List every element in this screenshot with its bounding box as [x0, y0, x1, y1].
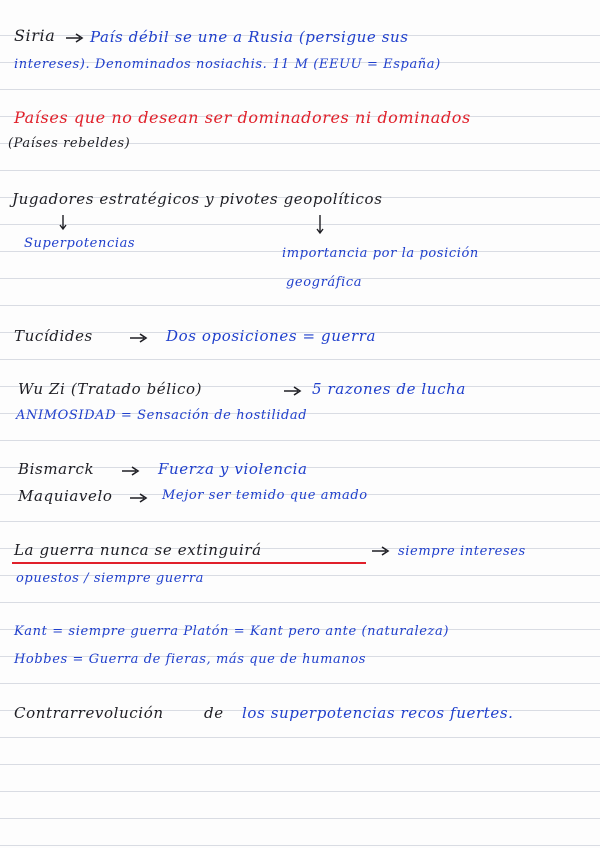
counter-revolution-connector: de — [204, 704, 224, 722]
bismarck-note: Fuerza y violencia — [158, 460, 308, 478]
red-underline — [12, 562, 366, 564]
counter-revolution-term: Contrarrevolución — [14, 704, 164, 722]
arrow-icon — [282, 383, 304, 399]
syria-term: Siria — [14, 26, 56, 45]
down-arrow-icon — [58, 214, 68, 232]
geographic-importance-note-1: importancia por la posición — [282, 246, 479, 261]
strategic-players-heading: Jugadores estratégicos y pivotes geopolíticos — [12, 190, 383, 208]
war-statement: La guerra nunca se extinguirá — [14, 541, 262, 559]
machiavelli-note: Mejor ser temido que amado — [162, 488, 368, 503]
bismarck-term: Bismarck — [18, 460, 95, 478]
syria-description-2: intereses). Denominados nosiachis. 11 M (EEUU = España) — [14, 57, 441, 72]
rebel-countries-subheading: (Países rebeldes) — [8, 136, 131, 151]
wuzi-note: 5 razones de lucha — [312, 380, 466, 398]
war-note-1: siempre intereses — [398, 544, 526, 559]
arrow-icon — [120, 463, 142, 479]
hobbes-note: Hobbes = Guerra de fieras, más que de humanos — [14, 652, 367, 667]
arrow-icon — [128, 490, 150, 506]
thucydides-term: Tucídides — [14, 327, 93, 345]
down-arrow-icon — [315, 214, 325, 236]
wuzi-term: Wu Zi (Tratado bélico) — [18, 380, 203, 398]
arrow-icon — [128, 330, 150, 346]
geographic-importance-note-2: geográfica — [286, 275, 363, 290]
machiavelli-term: Maquiavelo — [18, 487, 113, 505]
animosity-note: ANIMOSIDAD = Sensación de hostilidad — [16, 408, 308, 423]
arrow-icon — [370, 543, 392, 559]
arrow-icon — [64, 30, 86, 46]
counter-revolution-note: los superpotencias recos fuertes. — [242, 704, 514, 722]
syria-description-1: País débil se une a Rusia (persigue sus — [90, 28, 409, 46]
thucydides-note: Dos oposiciones = guerra — [166, 327, 377, 345]
superpowers-note: Superpotencias — [24, 236, 136, 251]
war-note-2: opuestos / siempre guerra — [16, 571, 205, 586]
rebel-countries-heading: Países que no desean ser dominadores ni dominados — [14, 108, 471, 127]
kant-note: Kant = siempre guerra Platón = Kant pero ante (naturaleza) — [14, 624, 449, 639]
